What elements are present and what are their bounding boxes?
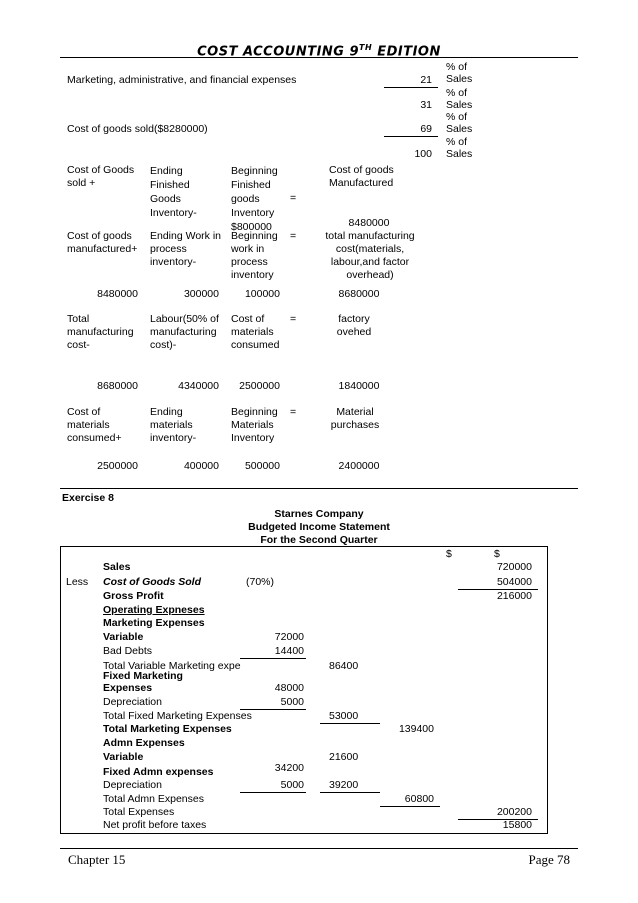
currency-header: $: [494, 548, 500, 560]
eq-value: 2500000: [239, 380, 280, 392]
eq-value: 8480000: [97, 288, 138, 300]
eq-term: factory ovehed: [336, 313, 372, 338]
depreciation-value: 5000: [280, 696, 304, 708]
eq-term: Ending Work in process inventory-: [150, 230, 222, 268]
statement-period: For the Second Quarter: [260, 534, 378, 546]
fixed-admn-total-value: 39200: [329, 779, 359, 791]
depreciation-label: Depreciation: [103, 696, 162, 708]
eq-term: Beginning Materials Inventory: [231, 406, 278, 444]
cogs-value: 504000: [496, 576, 532, 588]
total-variable-marketing-label: Total Variable Marketing expe: [103, 660, 241, 672]
gross-profit-value: 216000: [496, 590, 532, 602]
eq-term: Beginning work in process inventory: [231, 230, 278, 281]
eq-value: 100000: [244, 288, 280, 300]
eq-value: 2400000: [338, 460, 380, 472]
eq-value: 1840000: [338, 380, 380, 392]
admn-heading: Admn Expenses: [103, 737, 185, 749]
sales-value: 720000: [496, 561, 532, 573]
marketing-heading: Marketing Expenses: [103, 617, 205, 629]
eq-value: 4340000: [178, 380, 219, 392]
eq-term: Cost of goods Manufactured: [329, 164, 394, 189]
table-left-border: [60, 546, 61, 833]
statement-title: Budgeted Income Statement: [248, 521, 390, 533]
fixed-marketing-label: Fixed Marketing: [103, 670, 183, 682]
header-title: COST ACCOUNTING 9TH EDITION: [197, 43, 441, 60]
gross-profit-label: Gross Profit: [103, 590, 164, 602]
eq-equals: =: [290, 230, 297, 242]
eq-equals: =: [290, 192, 297, 204]
bad-debts-value: 14400: [274, 645, 304, 657]
footer-chapter: Chapter 15: [68, 852, 126, 867]
total-expenses-label: Total Expenses: [103, 806, 175, 818]
eq-value: 400000: [183, 460, 219, 472]
eq-value: 500000: [244, 460, 280, 472]
table-bottom-border: [60, 833, 548, 834]
ratio-underline: [384, 87, 438, 88]
eq-term: Material purchases: [330, 406, 380, 431]
eq-value: 300000: [183, 288, 219, 300]
exercise-label: Exercise 8: [62, 492, 114, 504]
fixed-marketing-value: 48000: [274, 682, 304, 694]
eq-value: 8680000: [97, 380, 138, 392]
total-admn-value: 60800: [404, 793, 434, 805]
ratio-value: 21: [420, 74, 432, 86]
less-prefix: Less: [66, 576, 89, 588]
cogs-label: Cost of Goods Sold: [103, 576, 201, 588]
header-rule: [60, 57, 578, 58]
company-name: Starnes Company: [274, 508, 364, 520]
eq-term: total manufacturing cost(materials, labour,and factor overhead): [325, 230, 415, 281]
total-admn-label: Total Admn Expenses: [103, 793, 204, 805]
ratio-unit: % of Sales: [446, 111, 473, 135]
net-profit-label: Net profit before taxes: [103, 819, 207, 831]
total-expenses-value: 200200: [496, 806, 532, 818]
ratio-label: Cost of goods sold($8280000): [67, 123, 208, 135]
bad-debts-underline: [240, 658, 306, 659]
admn-depreciation-underline: [240, 792, 306, 793]
sales-label: Sales: [103, 561, 131, 573]
fixed-admn-total-underline: [320, 792, 380, 793]
ratio-label: Marketing, administrative, and financial expenses: [67, 74, 297, 86]
fixed-admn-value: 34200: [274, 762, 304, 774]
fixed-marketing-label-2: Expenses: [103, 682, 153, 694]
table-top-border: [60, 546, 548, 547]
bad-debts-label: Bad Debts: [103, 645, 153, 657]
currency-header: $: [446, 548, 452, 560]
section-divider: [60, 488, 578, 489]
eq-equals: =: [290, 406, 297, 418]
ratio-unit: % of Sales: [446, 61, 473, 85]
admn-depreciation-label: Depreciation: [103, 779, 162, 791]
opex-heading: Operating Expneses: [103, 604, 205, 616]
total-variable-marketing-value: 86400: [329, 660, 359, 672]
total-fixed-marketing-value: 53000: [329, 710, 359, 722]
eq-term: Total manufacturing cost-: [67, 313, 134, 351]
eq-term: Labour(50% of manufacturing cost)-: [150, 313, 219, 351]
total-marketing-label: Total Marketing Expenses: [103, 723, 232, 735]
eq-value: 8480000: [348, 217, 390, 229]
eq-term: Cost of materials consumed: [231, 313, 280, 351]
eq-value: 2500000: [97, 460, 138, 472]
eq-term: Ending Finished Goods Inventory-: [150, 165, 197, 219]
admn-depreciation-value: 5000: [280, 779, 304, 791]
eq-term: Ending materials inventory-: [150, 406, 197, 444]
eq-term: Cost of goods manufactured+: [67, 230, 138, 255]
ratio-unit: % of Sales: [446, 87, 473, 111]
variable-label: Variable: [103, 631, 144, 643]
eq-term: Cost of Goods sold +: [67, 164, 135, 189]
admn-variable-value: 21600: [329, 751, 359, 763]
ratio-value: 31: [420, 99, 432, 111]
total-fixed-underline: [320, 723, 380, 724]
total-fixed-marketing-label: Total Fixed Marketing Expenses: [103, 710, 252, 722]
footer-rule: [60, 848, 578, 849]
footer-page: Page 78: [528, 852, 570, 867]
admn-variable-label: Variable: [103, 751, 144, 763]
fixed-admn-label: Fixed Admn expenses: [103, 766, 214, 778]
ratio-value: 69: [420, 123, 432, 135]
eq-value: 8680000: [338, 288, 380, 300]
eq-term: Beginning Finished goods Inventory $800000: [231, 165, 278, 233]
ratio-unit: % of Sales: [446, 136, 473, 160]
net-profit-value: 15800: [502, 819, 532, 831]
cogs-percent: (70%): [246, 576, 275, 588]
ratio-value: 100: [414, 148, 432, 160]
total-admn-underline: [380, 806, 440, 807]
eq-term: Cost of materials consumed+: [67, 406, 122, 444]
table-right-border: [547, 546, 548, 833]
eq-equals: =: [290, 313, 297, 325]
ratio-underline: [384, 136, 438, 137]
variable-value: 72000: [274, 631, 304, 643]
total-marketing-value: 139400: [398, 723, 434, 735]
